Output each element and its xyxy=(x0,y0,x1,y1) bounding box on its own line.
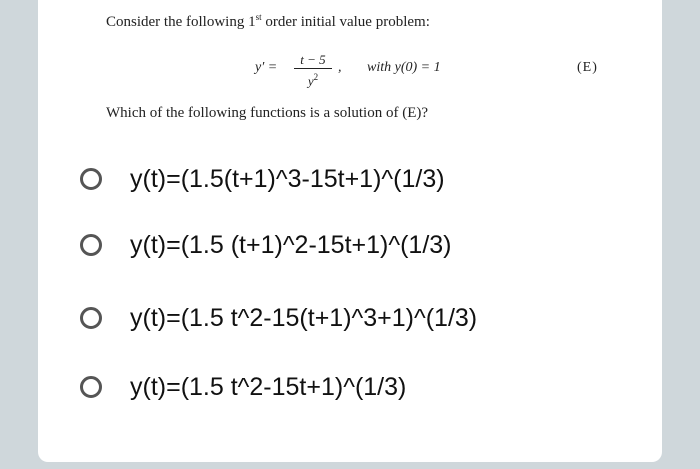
initial-condition: with y(0) = 1 xyxy=(367,60,441,75)
equation-label: (E) xyxy=(577,60,598,75)
option-label: y(t)=(1.5 t^2-15t+1)^(1/3) xyxy=(130,372,407,401)
intro-after: order initial value problem: xyxy=(261,14,430,30)
intro-before: Consider the following 1 xyxy=(106,14,256,30)
differential-equation xyxy=(255,52,575,88)
radio-button-icon[interactable] xyxy=(80,234,102,256)
answer-option-1[interactable] xyxy=(80,159,445,199)
radio-button-icon[interactable] xyxy=(80,168,102,190)
answer-option-4[interactable] xyxy=(80,367,406,407)
equation-fraction xyxy=(290,52,336,89)
equation-lhs: y′ = xyxy=(255,60,278,75)
fraction-numerator: t − 5 xyxy=(300,52,326,67)
denominator-exponent: 2 xyxy=(313,72,319,82)
fraction-denominator xyxy=(290,69,336,89)
ordinal-suffix: st xyxy=(255,12,262,22)
radio-button-icon[interactable] xyxy=(80,376,102,398)
option-label: y(t)=(1.5 t^2-15(t+1)^3+1)^(1/3) xyxy=(130,303,478,332)
answer-option-3[interactable] xyxy=(80,298,477,338)
equation-separator: , xyxy=(338,60,342,75)
question-text: Which of the following functions is a solution of (E)? xyxy=(106,105,429,121)
radio-button-icon[interactable] xyxy=(80,307,102,329)
question-intro xyxy=(106,12,430,31)
question-card xyxy=(38,0,662,462)
option-label: y(t)=(1.5 (t+1)^2-15t+1)^(1/3) xyxy=(130,230,452,259)
answer-option-2[interactable] xyxy=(80,225,452,265)
denominator-base: y xyxy=(307,73,314,89)
option-label: y(t)=(1.5(t+1)^3-15t+1)^(1/3) xyxy=(130,164,445,193)
